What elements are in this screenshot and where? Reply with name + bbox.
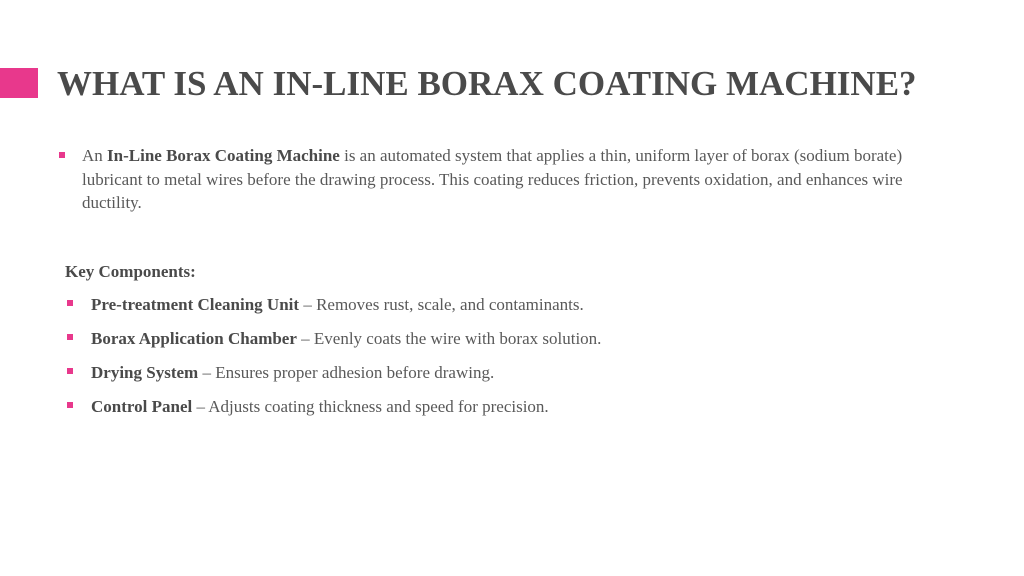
component-item — [91, 327, 601, 350]
intro-paragraph — [82, 144, 962, 215]
component-desc: – Adjusts coating thickness and speed for precision. — [192, 397, 549, 416]
intro-prefix: An — [82, 146, 108, 165]
component-item — [91, 395, 549, 418]
bullet-square-icon — [59, 152, 65, 158]
component-item — [91, 293, 584, 316]
slide-title: WHAT IS AN IN-LINE BORAX COATING MACHINE? — [57, 64, 917, 103]
bullet-square-icon — [67, 368, 73, 374]
bullet-square-icon — [67, 300, 73, 306]
component-desc: – Ensures proper adhesion before drawing. — [198, 363, 495, 382]
component-name: Borax Application Chamber — [91, 329, 297, 348]
component-desc: – Removes rust, scale, and contaminants. — [299, 295, 584, 314]
key-components-heading: Key Components: — [65, 262, 196, 281]
bullet-square-icon — [67, 334, 73, 340]
accent-bar — [0, 68, 38, 98]
component-name: Control Panel — [91, 397, 193, 416]
intro-bold-term: In-Line Borax Coating Machine — [107, 146, 340, 165]
component-item — [91, 361, 494, 384]
component-desc: – Evenly coats the wire with borax solution. — [296, 329, 602, 348]
intro-text: is an automated system that applies a thin, uniform layer of borax (sodium borate) lubricant to metal wires before the drawing process. This coating reduces friction, prevents oxidation, and enhances wire ductility. — [82, 146, 903, 212]
component-name: Drying System — [91, 363, 199, 382]
bullet-square-icon — [67, 402, 73, 408]
component-name: Pre-treatment Cleaning Unit — [91, 295, 300, 314]
